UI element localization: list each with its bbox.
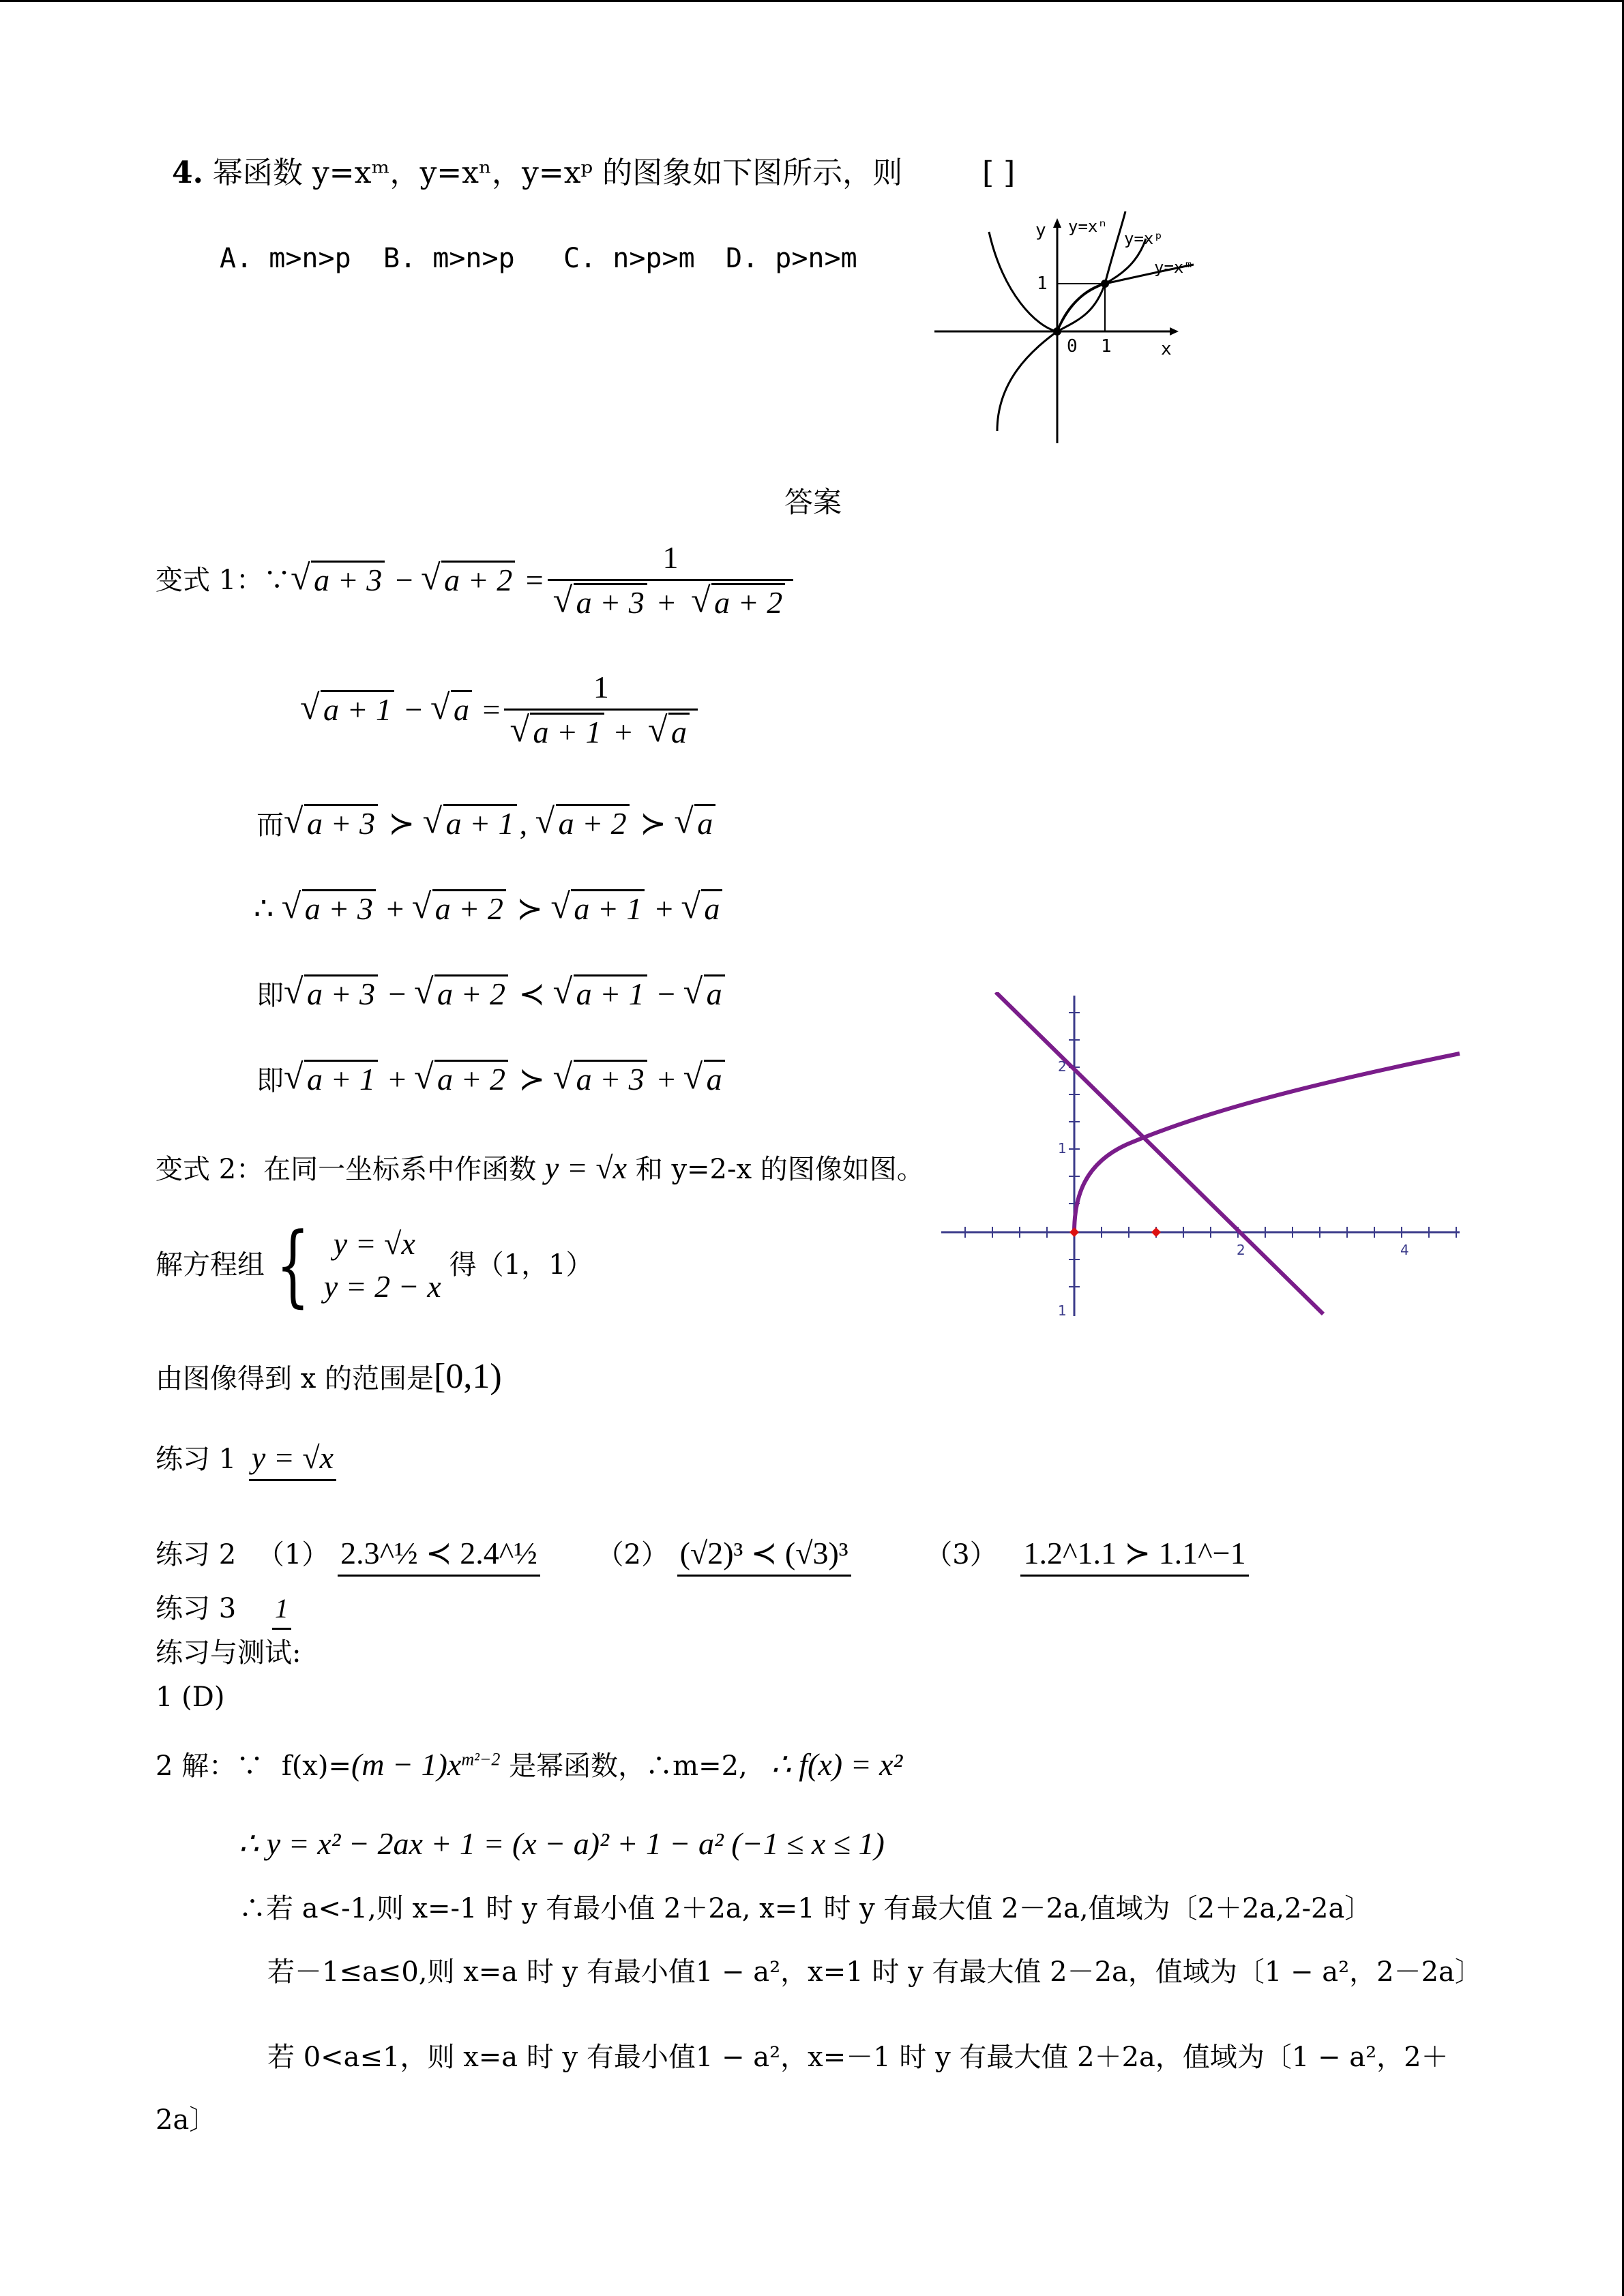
radicand: a + 2 xyxy=(711,583,785,620)
x-axis-label: x xyxy=(1161,339,1172,359)
curve-label-n: y=xⁿ xyxy=(1068,217,1108,236)
fx-exponent: m²−2 xyxy=(461,1749,501,1770)
equation-1: y = √x xyxy=(333,1225,415,1261)
test-2-case3: 若 0<a≤1，则 x=a 时 y 有最小值1 − a²，x=－1 时 y 有最大值 2＋2a，值域为〔1 − a²，2＋ xyxy=(267,2042,1449,2073)
sqrt-term xyxy=(691,584,785,621)
test-heading: 练习与测试: xyxy=(156,1637,301,1669)
var1-line5: 即√ a + 3 − √ a + 2 ≺ √ a + 1 − √ a xyxy=(256,975,728,1013)
test-1-answer: 1 (D) xyxy=(156,1682,225,1713)
radicand: a + 1 xyxy=(321,690,394,727)
sqrt-term xyxy=(648,713,690,751)
var2-function: y = √x xyxy=(544,1150,628,1185)
sqrt-term xyxy=(553,584,647,621)
line-prefix: 即 xyxy=(256,980,284,1011)
question-4 xyxy=(172,155,902,192)
numerator: 1 xyxy=(662,540,679,575)
sqrt-term xyxy=(430,691,472,728)
var2-line xyxy=(156,1149,924,1187)
y-tick-neg1: 1 xyxy=(1058,1302,1067,1316)
var2-range xyxy=(156,1356,502,1398)
part-2-label: （2） xyxy=(596,1539,668,1570)
numerator: 1 xyxy=(593,670,609,704)
radicand: a + 2 xyxy=(441,561,515,597)
exercise-2-label: 练习 2 xyxy=(156,1539,237,1570)
exercise-1-answer: y = √x xyxy=(249,1440,336,1481)
var2-text: 和 y=2-x 的图像如图。 xyxy=(635,1154,924,1185)
y-tick-2: 2 xyxy=(1058,1058,1067,1075)
option-b: B. m>n>p xyxy=(383,243,515,274)
test-2-line2: ∴ y = x² − 2ax + 1 = (x − a)² + 1 − a² (−1 ≤ x ≤ 1) xyxy=(239,1826,885,1861)
answer-bracket: [ ] xyxy=(982,155,1016,190)
question-text: 幂函数 y=xᵐ，y=xⁿ，y=xᵖ 的图象如下图所示，则 xyxy=(212,155,903,190)
y-tick-1: 1 xyxy=(1058,1140,1067,1157)
exercise-1-label: 练习 1 xyxy=(156,1444,237,1475)
line-prefix: 即 xyxy=(256,1065,284,1097)
var2-system xyxy=(156,1213,593,1317)
option-c: C. n>p>m xyxy=(563,243,695,274)
sqrt-term xyxy=(421,561,515,599)
y-axis-label: y xyxy=(1035,220,1046,241)
fraction: 1 √ a + 1 + √ a xyxy=(504,668,698,751)
part-1-answer: 2.3^½ ≺ 2.4^½ xyxy=(338,1536,540,1577)
exercise-1 xyxy=(156,1439,336,1476)
radicand: a + 3 xyxy=(311,561,385,597)
part-3-label: （3） xyxy=(925,1539,997,1570)
equation-2: y = 2 − x xyxy=(323,1269,441,1304)
origin-label: 0 xyxy=(1067,336,1078,357)
var1-line2: √ a + 1 − √ a = 1 √ a + 1 + √ a xyxy=(300,668,702,751)
sqrt-term xyxy=(300,691,394,728)
var1-line3: 而√ a + 3 ≻ √ a + 1 , √ a + 2 ≻ √ a xyxy=(256,805,718,842)
option-d: D. p>n>m xyxy=(726,243,857,274)
part-1-label: （1） xyxy=(256,1539,329,1570)
range-text: 由图像得到 x 的范围是 xyxy=(156,1363,434,1395)
equation-system: { y = √x y = 2 − x xyxy=(276,1213,441,1317)
sqrt-term xyxy=(291,561,385,599)
test-2-mid: 是幂函数，∴m=2, xyxy=(509,1750,748,1782)
question-number: 4. xyxy=(172,155,203,190)
test-2-case2: 若－1≤a≤0,则 x=a 时 y 有最小值1 − a²，x=1 时 y 有最大值 2－2a，值域为〔1 − a²，2－2a〕 xyxy=(267,1956,1482,1988)
answer-heading: 答案 xyxy=(784,486,842,519)
test-2-case3-continued: 2a〕 xyxy=(156,2104,217,2136)
curve-label-m: y=xᵐ xyxy=(1154,258,1194,277)
exercise-3 xyxy=(156,1592,291,1625)
test-2-case1: ∴若 a<-1,则 x=-1 时 y 有最小值 2＋2a, x=1 时 y 有最大值 2－2a,值域为〔2＋2a,2-2a〕 xyxy=(239,1893,1372,1924)
var1-line6: 即√ a + 1 + √ a + 2 ≻ √ a + 3 + √ a xyxy=(256,1060,728,1098)
radicand: a + 1 xyxy=(530,713,604,749)
var1-line4: ∴ √ a + 3 + √ a + 2 ≻ √ a + 1 + √ a xyxy=(254,890,725,927)
part-3-answer: 1.2^1.1 ≻ 1.1^−1 xyxy=(1020,1536,1248,1577)
sqrt-and-line-graph xyxy=(938,992,1463,1316)
var2-label: 变式 2：在同一坐标系中作函数 xyxy=(156,1154,537,1185)
test-2-line1 xyxy=(156,1746,902,1783)
x-tick-2: 2 xyxy=(1237,1242,1245,1258)
line-prefix: 而 xyxy=(256,809,284,841)
range-value: [0,1) xyxy=(434,1357,502,1396)
radicand: a + 3 xyxy=(574,583,647,620)
sqrt-term xyxy=(510,713,604,751)
line-prefix: ∴ xyxy=(254,891,274,926)
curve-label-p: y=xᵖ xyxy=(1124,229,1164,248)
test-2-label: 2 解：∵ xyxy=(156,1750,264,1782)
test-2-conclusion: ∴ f(x) = x² xyxy=(771,1747,903,1782)
radicand: a xyxy=(451,690,472,727)
page-top-border xyxy=(0,0,1624,2)
option-a: A. m>n>p xyxy=(220,243,351,274)
part-2-answer: (√2)³ ≺ (√3)³ xyxy=(677,1536,851,1577)
fraction: 1 √ a + 3 + √ a + 2 xyxy=(548,539,794,621)
fx-text: f(x)= xyxy=(281,1750,351,1782)
x-tick-4: 4 xyxy=(1400,1242,1409,1258)
var1-line1: 变式 1：∵ √ a + 3 − √ a + 2 = 1 √ a + 3 + √ a + 2 xyxy=(156,539,797,621)
y-one-label: 1 xyxy=(1037,273,1048,294)
exercise-2 xyxy=(156,1534,1249,1572)
x-one-label: 1 xyxy=(1101,336,1112,357)
fx-math: (m − 1)x xyxy=(351,1747,462,1782)
solve-result: 得（1，1） xyxy=(449,1249,593,1281)
var1-label: 变式 1：∵ xyxy=(156,564,291,596)
exercise-3-label: 练习 3 xyxy=(156,1593,237,1624)
power-function-graph xyxy=(934,211,1221,443)
radicand: a xyxy=(668,713,690,749)
solve-prefix: 解方程组 xyxy=(156,1249,265,1281)
exercise-3-answer: 1 xyxy=(272,1593,291,1630)
